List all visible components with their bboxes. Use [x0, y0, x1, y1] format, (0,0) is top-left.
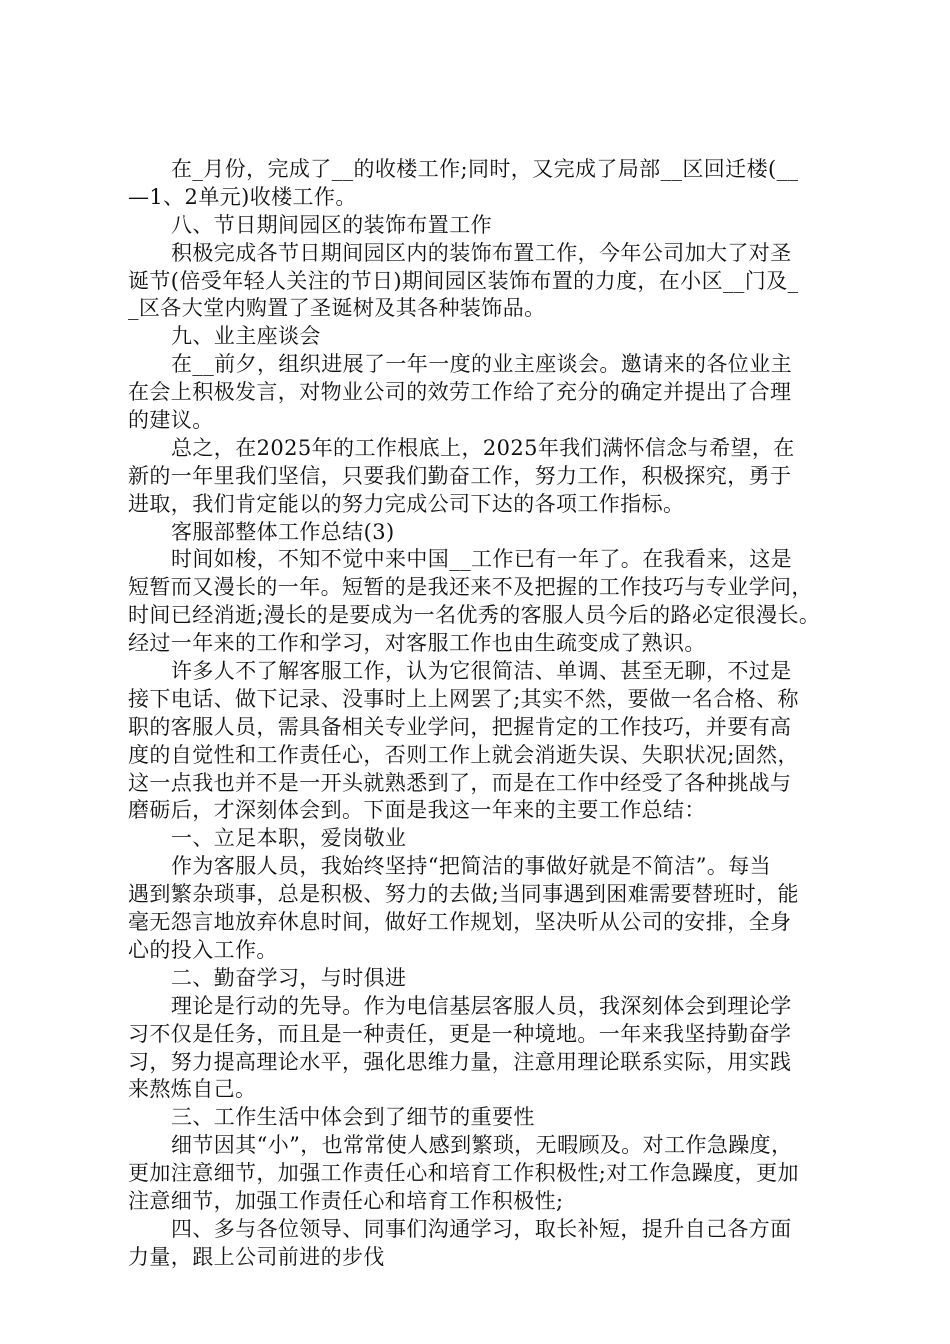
text-line: 在会上积极发言，对物业公司的效劳工作给了充分的确定并提出了合理 [128, 380, 792, 405]
paragraph-first-line: 在_月份，完成了__的收楼工作;同时，又完成了局部__区回迁楼(__ [171, 157, 799, 181]
text-line: 力量，跟上公司前进的步伐 [128, 1244, 385, 1269]
text-line: 短暂而又漫长的一年。短暂的是我还来不及把握的工作技巧与专业学问， [128, 575, 813, 600]
paragraph-first-line: 许多人不了解客服工作，认为它很简洁、单调、甚至无聊，不过是 [171, 659, 792, 684]
text-line: 磨砺后，才深刻体会到。下面是我这一年来的主要工作总结： [128, 798, 706, 823]
text-line: 遇到繁杂琐事，总是积极、努力的去做;当同事遇到困难需要替班时，能 [128, 882, 799, 907]
text-line: 度的自觉性和工作责任心，否则工作上就会消逝失误、失职状况;固然， [128, 742, 799, 767]
paragraph-first-line: 作为客服人员，我始终坚持“把简洁的事做好就是不简洁”。每当 [171, 854, 772, 879]
paragraph-first-line: 一、立足本职，爱岗敬业 [171, 826, 407, 851]
text-line: 经过一年来的工作和学习，对客服工作也由生疏变成了熟识。 [128, 631, 706, 656]
document-body [128, 156, 838, 1272]
paragraph-first-line: 四、多与各位领导、同事们沟通学习，取长补短，提升自己各方面 [171, 1216, 792, 1241]
text-line: 注意细节，加强工作责任心和培育工作积极性; [128, 1188, 564, 1213]
paragraph-first-line: 理论是行动的先导。作为电信基层客服人员，我深刻体会到理论学 [171, 993, 792, 1018]
text-line: 心的投入工作。 [128, 937, 278, 962]
text-line: 习不仅是任务，而且是一种责任，更是一种境地。一年来我坚持勤奋学 [128, 1021, 792, 1046]
text-line: 新的一年里我们坚信，只要我们勤奋工作，努力工作，积极探究，勇于 [128, 463, 792, 488]
text-line: 习，努力提高理论水平，强化思维力量，注意用理论联系实际，用实践 [128, 1049, 792, 1074]
paragraph-first-line: 在__前夕，组织进展了一年一度的业主座谈会。邀请来的各位业主 [171, 352, 792, 377]
text-line: —1、2单元)收楼工作。 [128, 184, 357, 209]
text-line: 这一点我也并不是一开头就熟悉到了，而是在工作中经受了各种挑战与 [128, 770, 792, 795]
paragraph-first-line: 总之，在2025年的工作根底上，2025年我们满怀信念与希望，在 [171, 435, 795, 460]
text-line: 诞节(倍受年轻人关注的节日)期间园区装饰布置的力度，在小区__门及_ [128, 268, 799, 293]
paragraph-first-line: 客服部整体工作总结(3) [171, 519, 395, 544]
paragraph-first-line: 二、勤奋学习，与时俱进 [171, 965, 407, 990]
text-line: 进取，我们肯定能以的努力完成公司下达的各项工作指标。 [128, 491, 685, 516]
text-line: 接下电话、做下记录、没事时上上网罢了;其实不然，要做一名合格、称 [128, 686, 799, 711]
paragraph-first-line: 时间如梭，不知不觉中来中国__工作已有一年了。在我看来，这是 [171, 547, 792, 572]
paragraph-first-line: 三、工作生活中体会到了细节的重要性 [171, 1105, 535, 1130]
paragraph-first-line: 细节因其“小”，也常常使人感到繁琐，无暇顾及。对工作急躁度， [171, 1133, 793, 1158]
paragraph-first-line: 积极完成各节日期间园区内的装饰布置工作，今年公司加大了对圣 [171, 240, 792, 265]
text-line: _区各大堂内购置了圣诞树及其各种装饰品。 [128, 296, 546, 321]
text-line: 来熬炼自己。 [128, 1077, 257, 1102]
text-line: 毫无怨言地放弃休息时间，做好工作规划，坚决听从公司的安排，全身 [128, 910, 792, 935]
text-line: 的建议。 [128, 408, 214, 433]
paragraph-first-line: 八、节日期间园区的装饰布置工作 [171, 212, 492, 237]
text-line: 时间已经消逝;漫长的是要成为一名优秀的客服人员今后的路必定很漫长。 [128, 603, 821, 628]
text-line: 职的客服人员，需具备相关专业学问，把握肯定的工作技巧，并要有高 [128, 714, 792, 739]
paragraph-first-line: 九、业主座谈会 [171, 324, 321, 349]
text-line: 更加注意细节，加强工作责任心和培育工作积极性;对工作急躁度，更加 [128, 1161, 799, 1186]
